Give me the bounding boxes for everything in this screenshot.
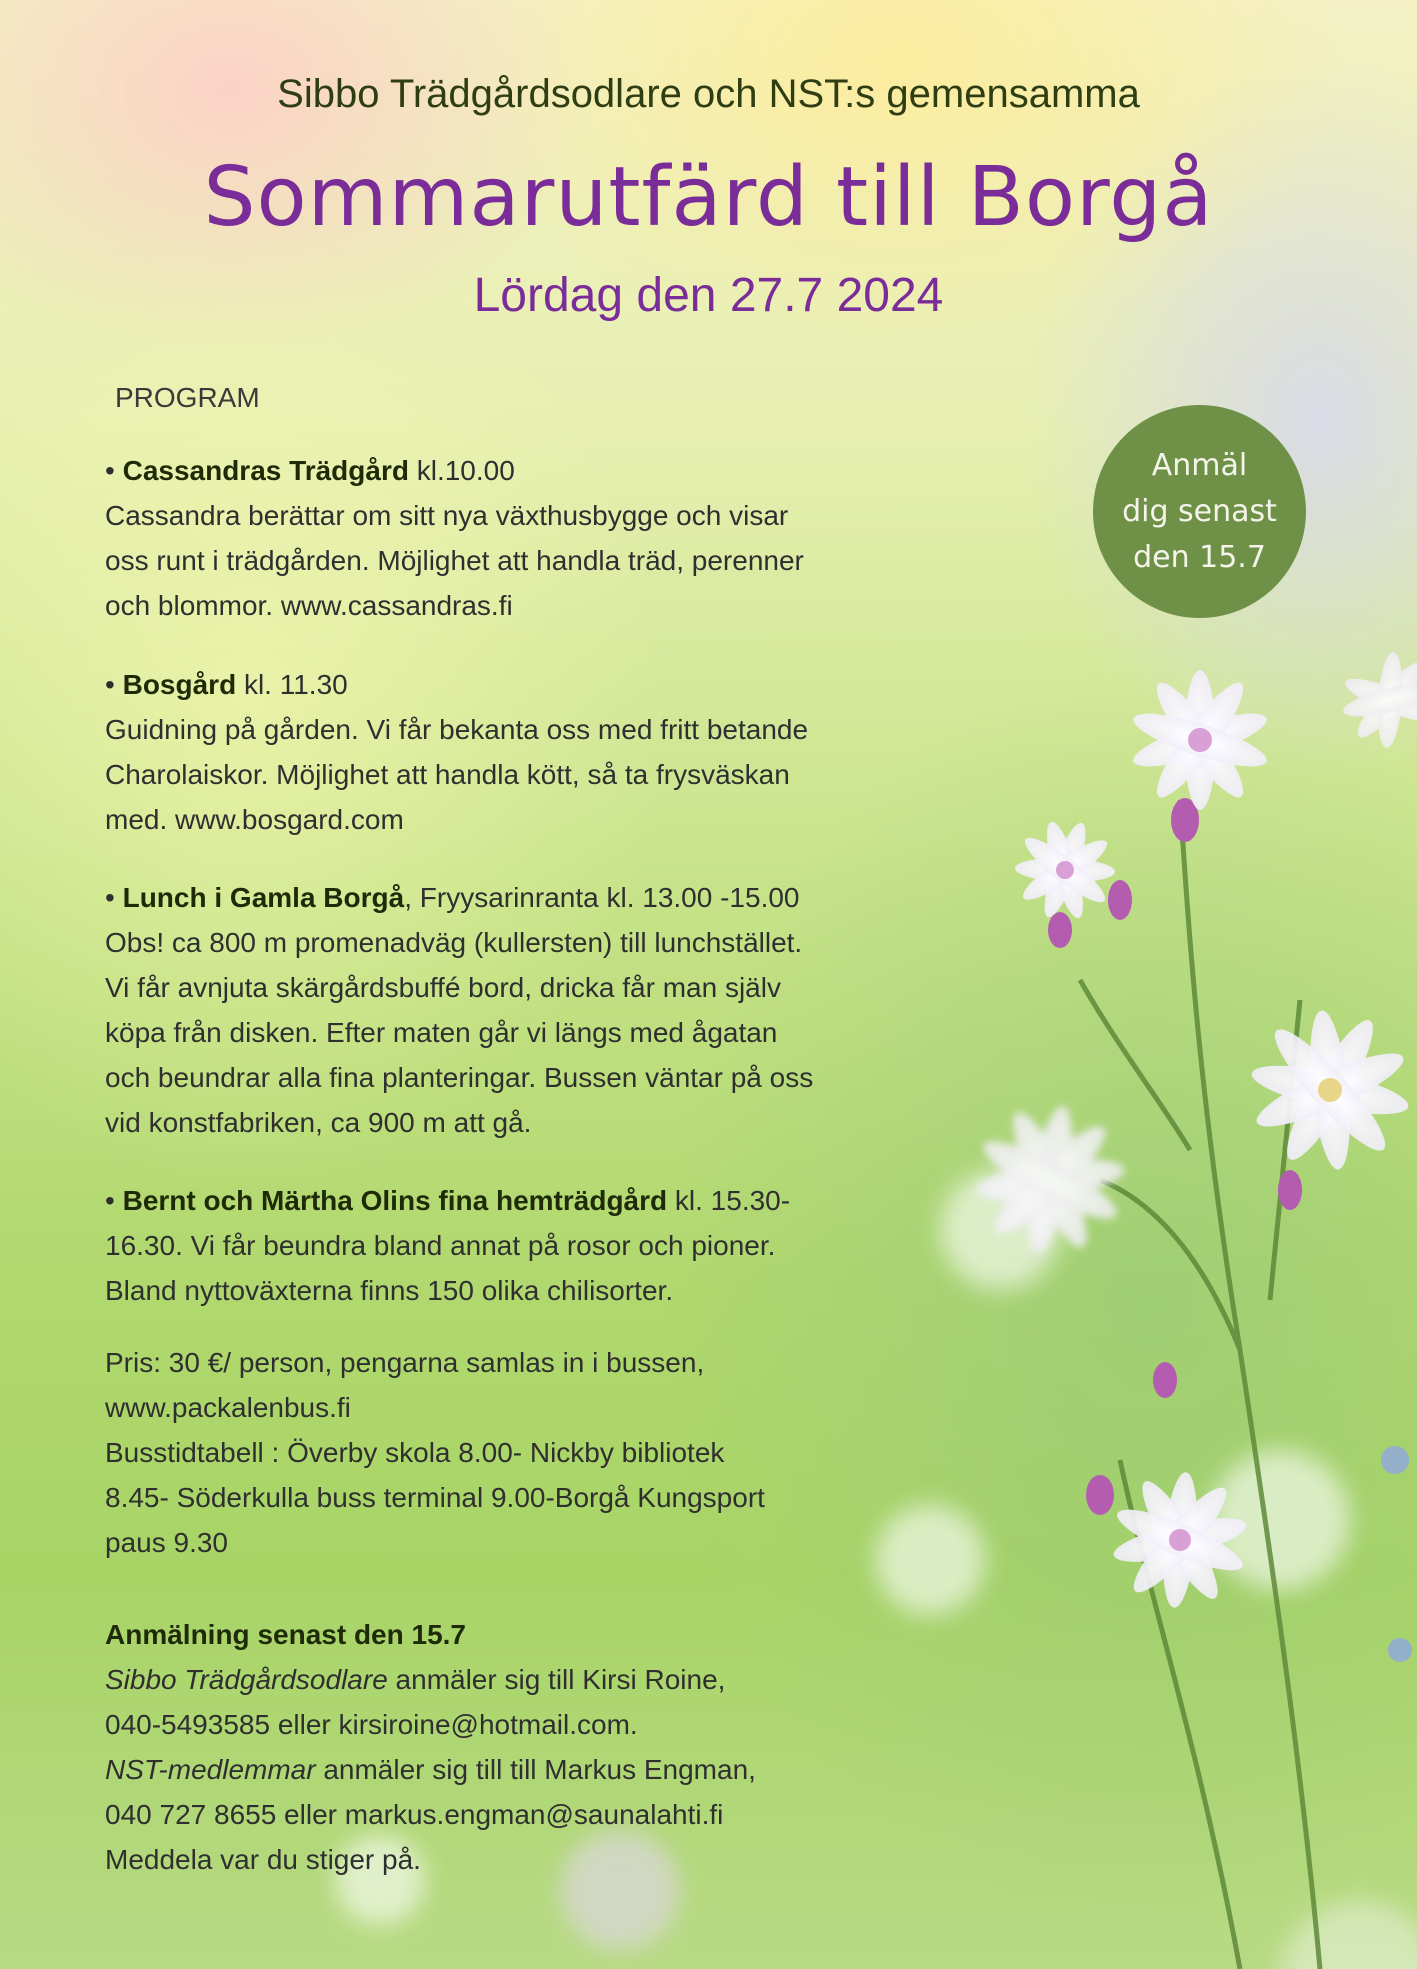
program-item-cassandras — [105, 448, 985, 628]
program-heading: PROGRAM — [115, 382, 260, 413]
registration-deadline-badge — [1093, 405, 1306, 618]
program-item-time: kl.10.00 — [408, 455, 515, 486]
program-item-lunch — [105, 875, 985, 1145]
program-item-line: Charolaiskor. Möjlighet att handla kött, så ta frysväskan — [105, 759, 790, 790]
contact-line: 040 727 8655 eller markus.engman@saunalahti.fi — [105, 1799, 724, 1830]
info-line: paus 9.30 — [105, 1527, 228, 1558]
bullet: • — [105, 1185, 115, 1216]
program-item-line: 16.30. Vi får beundra bland annat på rosor och pioner. — [105, 1230, 776, 1261]
group-name: NST-medlemmar — [105, 1754, 316, 1785]
program-item-time: kl. 15.30- — [667, 1185, 791, 1216]
registration-section — [105, 1612, 985, 1882]
program-item-line: Bland nyttoväxterna finns 150 olika chilisorter. — [105, 1275, 674, 1306]
bullet: • — [105, 669, 115, 700]
program-item-name: Cassandras Trädgård — [122, 455, 409, 486]
program-item-bosgard — [105, 662, 985, 842]
program-item-name: Bernt och Märtha Olins fina hemträdgård — [122, 1185, 668, 1216]
program-item-line: köpa från disken. Efter maten går vi längs med ågatan — [105, 1017, 778, 1048]
event-title: Sommarutfärd till Borgå — [203, 150, 1214, 245]
program-item-time: , Fryysarinranta kl. 13.00 -15.00 — [404, 882, 800, 913]
program-item-name: Bosgård — [122, 669, 237, 700]
group-text: anmäler sig till till Markus Engman, — [315, 1754, 756, 1785]
registration-note: Meddela var du stiger på. — [105, 1844, 421, 1875]
info-line: Busstidtabell : Överby skola 8.00- Nickby bibliotek — [105, 1437, 725, 1468]
badge-line: dig senast — [1122, 493, 1277, 529]
program-item-line: med. www.bosgard.com — [105, 804, 404, 835]
contact-line: 040-5493585 eller kirsiroine@hotmail.com. — [105, 1709, 638, 1740]
badge-line: Anmäl — [1151, 447, 1248, 483]
program-item-name: Lunch i Gamla Borgå — [122, 882, 405, 913]
program-item-time: kl. 11.30 — [236, 669, 348, 700]
event-subtitle: Sibbo Trädgårdsodlare och NST:s gemensamma — [277, 72, 1140, 116]
price-and-bus-info — [105, 1340, 985, 1565]
registration-heading: Anmälning senast den 15.7 — [105, 1619, 466, 1650]
program-item-line: oss runt i trädgården. Möjlighet att handla träd, perenner — [105, 545, 804, 576]
program-item-olins-garden — [105, 1178, 985, 1313]
info-line: 8.45- Söderkulla buss terminal 9.00-Borgå Kungsport — [105, 1482, 765, 1513]
program-item-line: Cassandra berättar om sitt nya växthusbygge och visar — [105, 500, 789, 531]
info-line: www.packalenbus.fi — [105, 1392, 351, 1423]
info-line: Pris: 30 €/ person, pengarna samlas in i bussen, — [105, 1347, 705, 1378]
bullet: • — [105, 455, 115, 486]
program-item-line: och blommor. www.cassandras.fi — [105, 590, 513, 621]
program-item-line: Guidning på gården. Vi får bekanta oss med fritt betande — [105, 714, 809, 745]
program-item-line: vid konstfabriken, ca 900 m att gå. — [105, 1107, 532, 1138]
program-item-line: Vi får avnjuta skärgårdsbuffé bord, dricka får man själv — [105, 972, 781, 1003]
event-date: Lördag den 27.7 2024 — [473, 269, 944, 322]
group-name: Sibbo Trädgårdsodlare — [105, 1664, 388, 1695]
program-item-line: Obs! ca 800 m promenadväg (kullersten) till lunchstället. — [105, 927, 803, 958]
bullet: • — [105, 882, 115, 913]
group-text: anmäler sig till Kirsi Roine, — [387, 1664, 726, 1695]
program-item-line: och beundrar alla fina planteringar. Bussen väntar på oss — [105, 1062, 814, 1093]
badge-line: den 15.7 — [1133, 539, 1266, 575]
